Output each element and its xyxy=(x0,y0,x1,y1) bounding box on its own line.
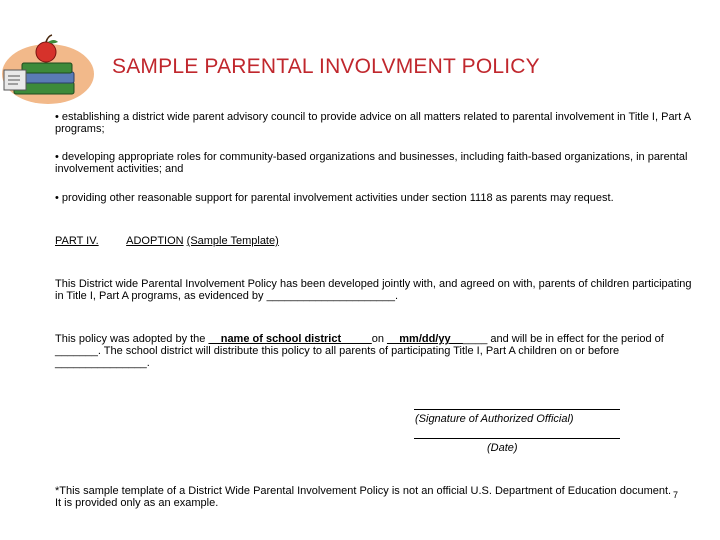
signature-label: (Signature of Authorized Official) xyxy=(415,413,574,425)
evidence-blank: _____________________. xyxy=(266,290,399,302)
date-label: (Date) xyxy=(487,442,518,454)
school-district-field: __name of school district_____ xyxy=(208,333,372,345)
paragraph-development-text: This District wide Parental Involvement Policy has been developed jointly with, and agreed on with, parents of children participating in Title I, Part A programs, as evidenced by xyxy=(55,278,692,302)
part-title: ADOPTION xyxy=(126,235,184,247)
adoption-blank-1: ____ xyxy=(462,333,488,345)
paragraph-development xyxy=(55,278,700,302)
part-subtitle: (Sample Template) xyxy=(186,235,279,247)
bullet-advisory-council: • establishing a district wide parent advisory council to provide advice on all matters related to parental involvement in Title I, Part A programs; xyxy=(55,111,691,135)
footnote: *This sample template of a District Wide Parental Involvement Policy is not an official U.S. Department of Education document. It is provided only as an example. xyxy=(55,485,672,509)
part-heading xyxy=(55,235,700,247)
part-number: PART IV. xyxy=(55,235,99,247)
bullet-other-support: • providing other reasonable support for parental involvement activities under section 1118 as parents may request. xyxy=(55,192,614,204)
date-field: __mm/dd/yy__ xyxy=(387,333,463,345)
bullet-community-roles: • developing appropriate roles for community-based organizations and businesses, including faith-based organizations, in parental involvement activities; and xyxy=(55,151,688,175)
page-number: 7 xyxy=(673,490,679,500)
apple-books-logo xyxy=(0,30,100,105)
paragraph-adoption xyxy=(55,333,700,369)
date-line xyxy=(414,438,620,439)
before-blank: _______________. xyxy=(55,357,150,369)
signature-line xyxy=(414,409,620,410)
page-title: SAMPLE PARENTAL INVOLVMENT POLICY xyxy=(112,55,540,78)
adoption-on: on xyxy=(371,333,388,345)
adoption-text-mid: and will be in effect for the period of _______. The school district will distribute this policy to all parents of participating Title I, Part A children on or before xyxy=(55,333,664,357)
adoption-text-start: This policy was adopted by the xyxy=(55,333,209,345)
